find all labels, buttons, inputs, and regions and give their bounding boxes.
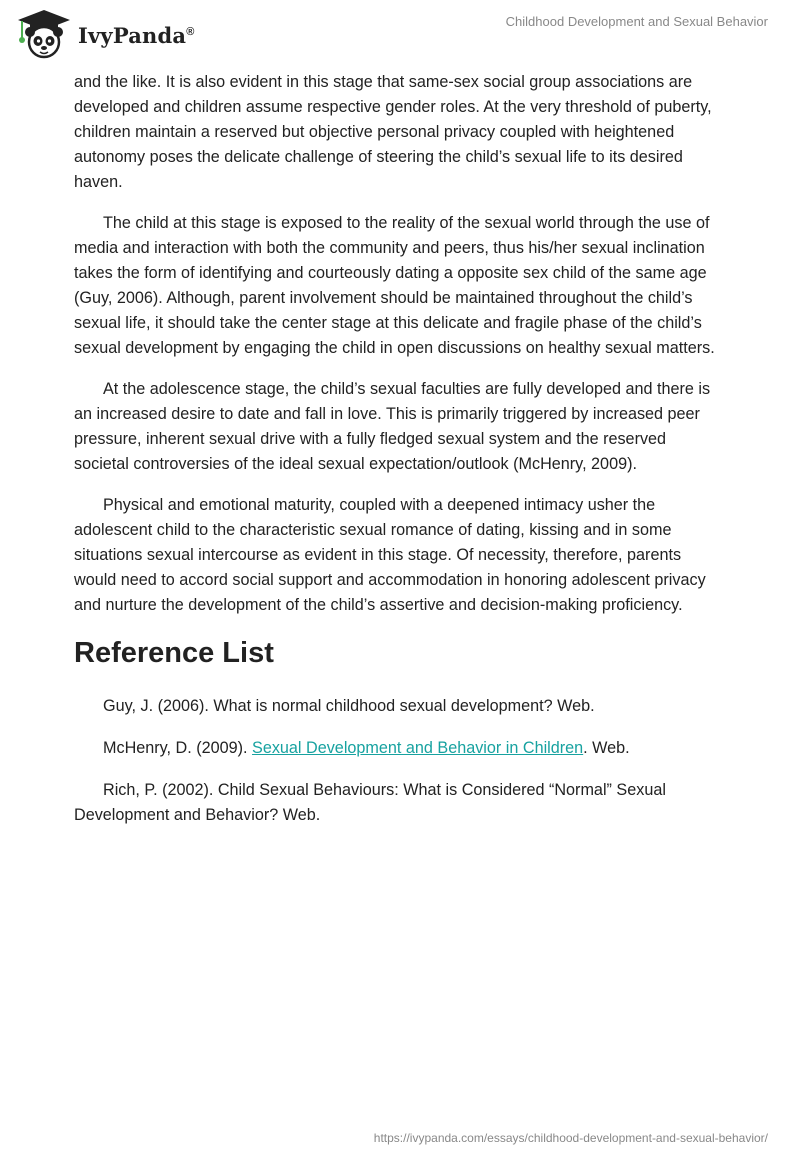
ivypanda-logo[interactable] <box>14 8 195 60</box>
body-paragraph: At the adolescence stage, the child’s sexual faculties are fully developed and there is an increased desire to date and fall in love. This is primarily triggered by increased peer pressure, inherent sexual drive with a fully fledged sexual system and the reserved societal controversies of the ideal sexual expectation/outlook (McHenry, 2009). <box>74 380 711 473</box>
panda-graduate-icon <box>14 8 74 60</box>
reference-list-heading: Reference List <box>74 637 274 669</box>
reference-item: Guy, J. (2006). What is normal childhood sexual development? Web. <box>103 697 595 715</box>
document-title: Childhood Development and Sexual Behavior <box>505 14 768 29</box>
page-header <box>0 0 800 70</box>
reference-item: Rich, P. (2002). Child Sexual Behaviours: What is Considered “Normal” Sexual Development and Behavior? Web. <box>74 781 666 824</box>
footer-url: https://ivypanda.com/essays/childhood-development-and-sexual-behavior/ <box>373 1131 768 1145</box>
reference-link[interactable]: Sexual Development and Behavior in Children <box>252 739 584 757</box>
reference-item <box>74 736 724 761</box>
reference-suffix: . Web. <box>583 739 630 757</box>
body-paragraph: The child at this stage is exposed to the reality of the sexual world through the use of media and interaction with both the community and peers, thus his/her sexual inclination takes the form of identifying and courteously dating a opposite sex child of the same age (Guy, 2006). Although, parent involvement should be maintained throughout the child’s sexual life, it should take the center stage at this delicate and fragile phase of the child’s sexual development by engaging the child in open discussions on healthy sexual matters. <box>74 214 715 357</box>
body-paragraph: Physical and emotional maturity, coupled with a deepened intimacy usher the adolescent child to the characteristic sexual romance of dating, kissing and in some situations sexual intercourse as evident in this stage. Of necessity, therefore, parents would need to accord social support and accommodation in honoring adolescent privacy and nurture the development of the child’s assertive and decision-making proficiency. <box>74 496 706 614</box>
reference-prefix: McHenry, D. (2009). <box>103 739 253 757</box>
brand-name: IvyPanda® <box>78 22 195 48</box>
essay-content <box>74 70 724 845</box>
registered-mark: ® <box>186 25 195 38</box>
body-paragraph: and the like. It is also evident in this stage that same-sex social group associations are developed and children assume respective gender roles. At the very threshold of puberty, children maintain a reserved but objective personal privacy coupled with heightened autonomy poses the delicate challenge of steering the child’s sexual life to its desired haven. <box>74 73 712 191</box>
